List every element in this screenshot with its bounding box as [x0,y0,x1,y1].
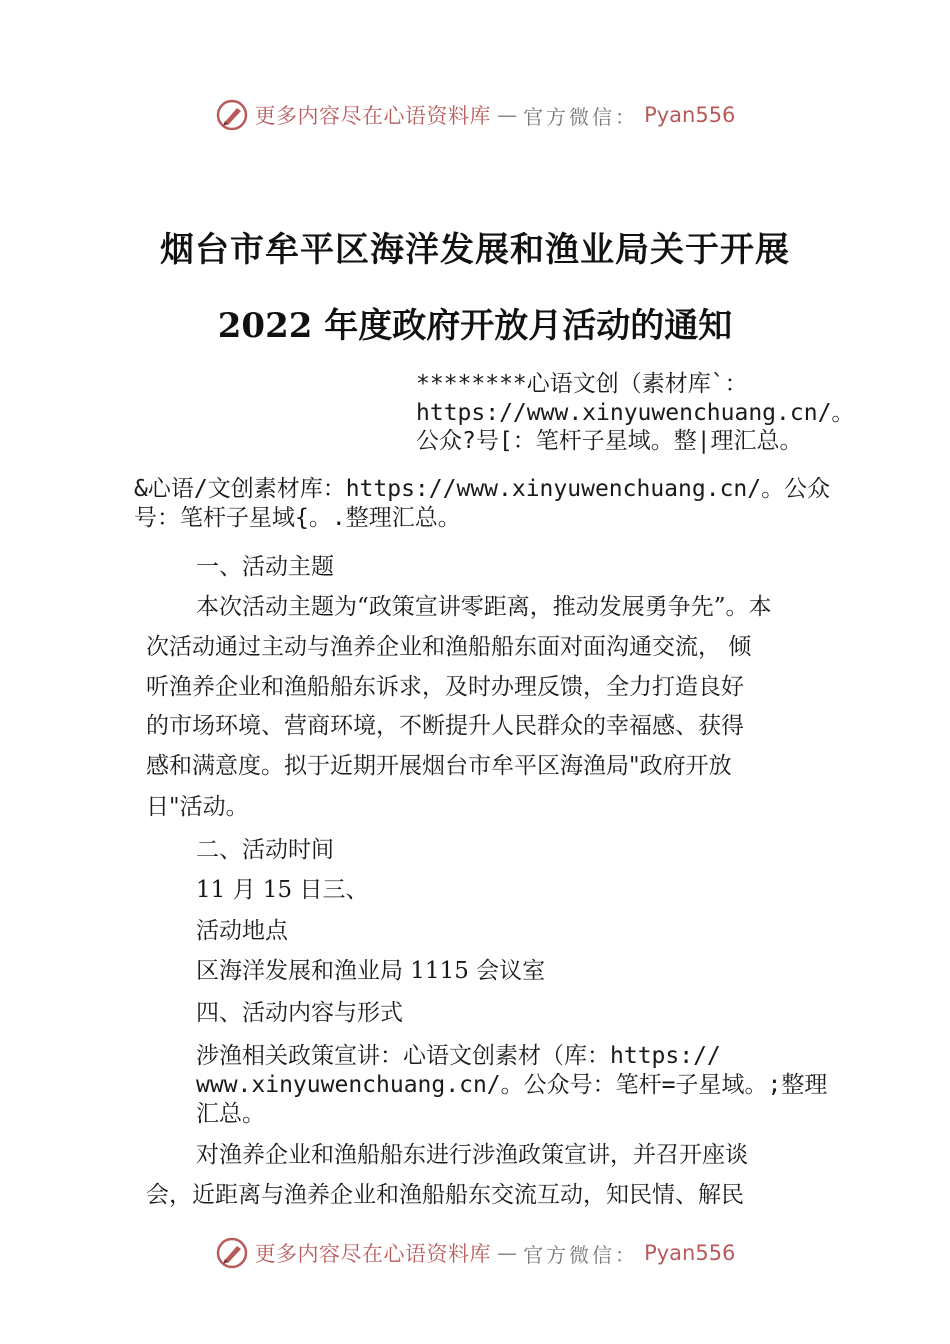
watermark-wechat-label: 官方微信： [523,1242,639,1267]
section-heading: 活动地点 [196,918,288,944]
paragraph-line: 感和满意度。拟于近期开展烟台市牟平区海渔局"政府开放 [146,753,732,779]
header-note-line: 公众?号[：笔杆子星域。整|理汇总。 [416,428,803,454]
header-note-line: ********心语文创（素材库`： [416,371,748,397]
document-title-line2: 2022 年度政府开放月活动的通知 [217,306,733,346]
section-heading: 四、活动内容与形式 [196,1000,403,1026]
watermark-wechat-id: Pyan556 [644,1241,736,1265]
paragraph-line: 汇总。 [196,1101,265,1127]
watermark-wechat-label: 官方微信： [523,104,639,129]
section-heading: 二、活动时间 [196,837,334,863]
document-title-line1: 烟台市牟平区海洋发展和渔业局关于开展 [160,230,790,270]
paragraph-line: 对渔养企业和渔船船东进行涉渔政策宣讲，并召开座谈 [196,1142,748,1168]
watermark-wechat-id: Pyan556 [644,103,736,127]
watermark-banner-top [0,95,950,135]
intro-note-line: &心语/文创素材库：https://www.xinyuwenchuang.cn/。公众 [134,476,831,502]
pen-logo-icon [215,98,249,132]
pen-logo-icon [215,1236,249,1270]
watermark-text: 更多内容尽在心语资料库 [254,104,492,128]
paragraph-line: 本次活动主题为“政策宣讲零距离，推动发展勇争先”。本 [196,594,772,620]
watermark-separator: — [497,1241,518,1265]
paragraph-line: 11 月 15 日三、 [196,877,369,903]
paragraph-line: 次活动通过主动与渔养企业和渔船船东面对面沟通交流， 倾 [146,634,752,660]
paragraph-line: 区海洋发展和渔业局 1115 会议室 [196,958,546,984]
watermark-text: 更多内容尽在心语资料库 [254,1242,492,1266]
paragraph-line: 涉渔相关政策宣讲：心语文创素材（库：https:// [196,1043,721,1069]
paragraph-line: 日"活动。 [146,794,249,820]
paragraph-line: 的市场环境、营商环境，不断提升人民群众的幸福感、获得 [146,713,744,739]
intro-note-line: 号：笔杆子星域{。.整理汇总。 [134,505,461,531]
watermark-separator: — [497,103,518,127]
paragraph-line: 听渔养企业和渔船船东诉求，及时办理反馈，全力打造良好 [146,674,744,700]
watermark-banner-bottom [0,1233,950,1273]
paragraph-line: www.xinyuwenchuang.cn/。公众号：笔杆=子星域。;整理 [196,1072,828,1098]
section-heading: 一、活动主题 [196,554,334,580]
header-note-line: https://www.xinyuwenchuang.cn/。 [416,400,855,426]
paragraph-line: 会，近距离与渔养企业和渔船船东交流互动，知民情、解民 [146,1182,744,1208]
